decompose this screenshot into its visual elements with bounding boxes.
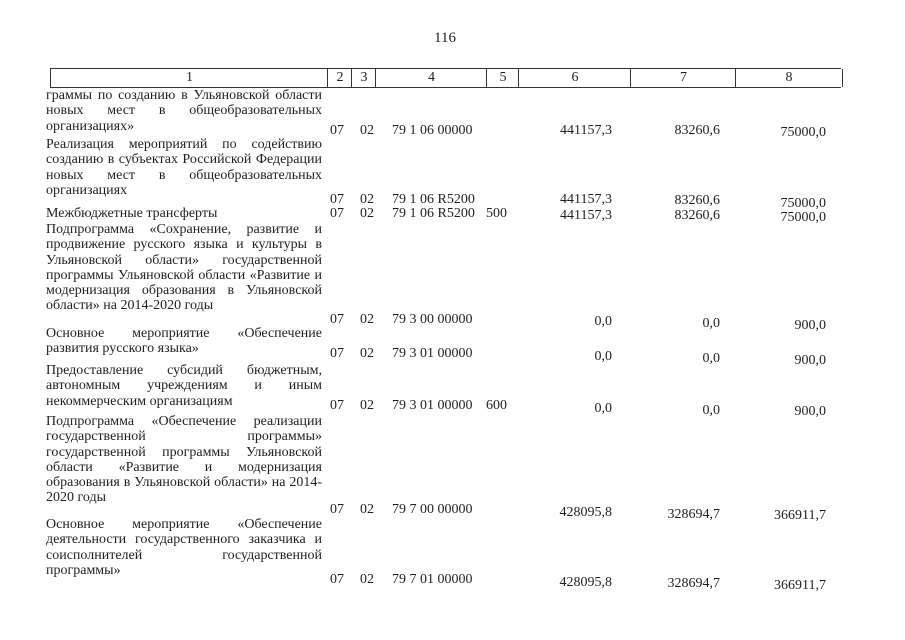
row-target-code: 79 7 00 00000 <box>392 502 473 517</box>
row-value-col8: 900,0 <box>794 404 826 419</box>
row-name: Межбюджетные трансферты <box>46 206 218 221</box>
row-value-col6: 428095,8 <box>559 575 612 590</box>
row-value-col6: 441157,3 <box>560 123 612 138</box>
row-subsection: 02 <box>360 572 374 587</box>
row-value-col7: 83260,6 <box>674 123 720 138</box>
row-target-code: 79 7 01 00000 <box>392 572 473 587</box>
row-subsection: 02 <box>360 398 374 413</box>
row-value-col7: 328694,7 <box>667 507 720 522</box>
row-expense-type: 600 <box>486 398 507 413</box>
row-value-col8: 366911,7 <box>774 508 826 523</box>
row-subsection: 02 <box>360 192 374 207</box>
row-name: Подпрограмма «Обеспечение реализации государственной программы» государственной программы Ульяновской области «Развитие и модернизация образования в Ульяновской области» на 2014-2020 годы <box>46 414 322 506</box>
column-header-1: 1 <box>50 69 328 87</box>
row-name: граммы по созданию в Ульяновской области новых мест в общеобразовательных организациях» <box>46 88 322 134</box>
column-header-2: 2 <box>327 69 352 87</box>
column-header-7: 7 <box>630 69 736 87</box>
row-target-code: 79 3 01 00000 <box>392 398 473 413</box>
row-value-col8: 900,0 <box>794 353 826 368</box>
row-section: 07 <box>330 502 344 517</box>
row-name: Основное мероприятие «Обеспечение деятельности государственного заказчика и соисполнителей государственной программы» <box>46 517 322 578</box>
row-value-col8: 366911,7 <box>774 578 826 593</box>
row-value-col6: 441157,3 <box>560 208 612 223</box>
row-name: Основное мероприятие «Обеспечение развития русского языка» <box>46 326 322 357</box>
row-section: 07 <box>330 312 344 327</box>
row-value-col6: 0,0 <box>594 349 612 364</box>
column-header-5: 5 <box>486 69 519 87</box>
row-name: Подпрограмма «Сохранение, развитие и продвижение русского языка и культуры в Ульяновской области» государственной программы Ульяновской области «Развитие и модернизация образования в Ульяновской области» на 2014-2020 годы <box>46 222 322 314</box>
row-name: Реализация мероприятий по содействию созданию в субъектах Российской Федерации новых мест в общеобразовательных организациях <box>46 137 322 198</box>
row-target-code: 79 3 00 00000 <box>392 312 473 327</box>
row-name: Предоставление субсидий бюджетным, автономным учреждениям и иным некоммерческим организациям <box>46 363 322 409</box>
row-subsection: 02 <box>360 123 374 138</box>
row-section: 07 <box>330 398 344 413</box>
row-section: 07 <box>330 206 344 221</box>
row-section: 07 <box>330 123 344 138</box>
row-value-col7: 83260,6 <box>674 208 720 223</box>
row-value-col7: 0,0 <box>702 351 720 366</box>
row-target-code: 79 3 01 00000 <box>392 346 473 361</box>
row-value-col6: 428095,8 <box>559 505 612 520</box>
row-value-col7: 83260,6 <box>674 193 720 208</box>
row-value-col6: 441157,3 <box>560 192 612 207</box>
row-value-col8: 75000,0 <box>780 210 826 225</box>
row-subsection: 02 <box>360 206 374 221</box>
row-value-col8: 75000,0 <box>780 196 826 211</box>
row-expense-type: 500 <box>486 206 507 221</box>
row-value-col7: 328694,7 <box>667 576 720 591</box>
column-header-4: 4 <box>375 69 487 87</box>
page-number: 116 <box>434 30 456 46</box>
column-header-8: 8 <box>735 69 843 87</box>
row-subsection: 02 <box>360 312 374 327</box>
row-section: 07 <box>330 346 344 361</box>
column-header-6: 6 <box>518 69 631 87</box>
row-value-col7: 0,0 <box>702 403 720 418</box>
row-section: 07 <box>330 572 344 587</box>
row-target-code: 79 1 06 00000 <box>392 123 473 138</box>
row-section: 07 <box>330 192 344 207</box>
row-target-code: 79 1 06 R5200 <box>392 192 475 207</box>
row-value-col6: 0,0 <box>594 314 612 329</box>
column-header-3: 3 <box>351 69 376 87</box>
row-target-code: 79 1 06 R5200 <box>392 206 475 221</box>
row-value-col6: 0,0 <box>594 401 612 416</box>
row-value-col7: 0,0 <box>702 316 720 331</box>
row-subsection: 02 <box>360 502 374 517</box>
row-value-col8: 900,0 <box>794 318 826 333</box>
row-subsection: 02 <box>360 346 374 361</box>
row-value-col8: 75000,0 <box>780 125 826 140</box>
